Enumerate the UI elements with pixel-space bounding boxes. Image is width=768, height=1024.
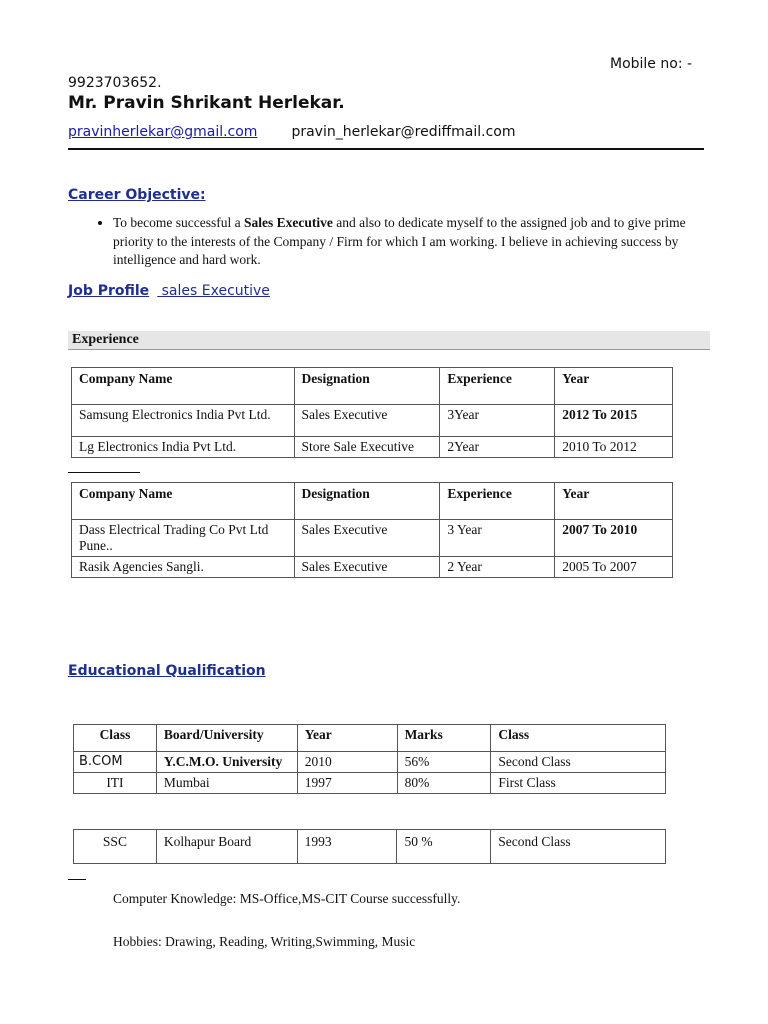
board-cell: Y.C.M.O. University <box>156 752 297 773</box>
year-cell <box>555 520 673 557</box>
year-value: 2007 To 2010 <box>562 522 638 537</box>
company-cell: Samsung Electronics India Pvt Ltd. <box>72 405 295 437</box>
year-cell: 1997 <box>297 773 397 794</box>
education-table <box>73 724 666 794</box>
experience-title: Experience <box>72 332 139 347</box>
year-cell: 2005 To 2007 <box>555 557 673 578</box>
career-objective-item <box>113 214 690 270</box>
header-divider <box>68 148 704 150</box>
designation-cell: Sales Executive <box>294 520 440 557</box>
class-cell: B.COM <box>74 752 157 773</box>
marks-cell: 80% <box>397 773 491 794</box>
col-result: Class <box>491 725 666 752</box>
class-cell: SSC <box>74 830 157 864</box>
table-row <box>74 752 666 773</box>
job-profile-value: sales Executive <box>157 283 270 299</box>
year-cell: 1993 <box>297 830 397 864</box>
board-cell: Kolhapur Board <box>156 830 297 864</box>
table-row <box>72 405 673 437</box>
col-year: Year <box>555 368 673 405</box>
table-row <box>72 557 673 578</box>
email-primary-link[interactable]: pravinherlekar@gmail.com <box>68 124 258 140</box>
board-cell: Mumbai <box>156 773 297 794</box>
col-designation: Designation <box>294 368 440 405</box>
marks-cell: 56% <box>397 752 491 773</box>
marks-cell: 50 % <box>397 830 491 864</box>
col-board: Board/University <box>156 725 297 752</box>
result-cell: First Class <box>491 773 666 794</box>
objective-text-end: and also to dedicate myself to the assigned job and to give prime priority to the interests of the Company / Firm for which I am working. I believe in achieving success by intelligence and hard work. <box>113 215 686 267</box>
education-title: Educational Qualification <box>68 663 266 679</box>
experience-cell: 3Year <box>440 405 555 437</box>
hobbies: Hobbies: Drawing, Reading, Writing,Swimming, Music <box>113 934 416 949</box>
col-company: Company Name <box>72 483 295 520</box>
experience-cell: 2 Year <box>440 557 555 578</box>
table-header-row <box>72 368 673 405</box>
career-objective <box>90 214 690 270</box>
table-row <box>74 773 666 794</box>
col-year: Year <box>555 483 673 520</box>
result-cell: Second Class <box>491 752 666 773</box>
table-row <box>72 520 673 557</box>
table-row <box>74 830 666 864</box>
objective-bold-role: Sales Executive <box>244 215 333 230</box>
ssc-table <box>73 829 666 864</box>
year-cell <box>555 405 673 437</box>
table-header-row <box>74 725 666 752</box>
candidate-name: Mr. Pravin Shrikant Herlekar. <box>68 93 345 113</box>
col-year: Year <box>297 725 397 752</box>
table-row <box>72 437 673 458</box>
col-experience: Experience <box>440 368 555 405</box>
email-line <box>68 124 516 140</box>
job-profile-label: Job Profile <box>68 283 150 299</box>
experience-table-1 <box>71 367 673 458</box>
designation-cell: Sales Executive <box>294 557 440 578</box>
class-cell: ITI <box>74 773 157 794</box>
experience-table-2 <box>71 482 673 578</box>
col-marks: Marks <box>397 725 491 752</box>
designation-cell: Store Sale Executive <box>294 437 440 458</box>
year-cell: 2010 <box>297 752 397 773</box>
year-value: 2012 To 2015 <box>562 407 638 422</box>
objective-text-start: To become successful a <box>113 215 245 230</box>
mobile-label: Mobile no: - <box>610 56 693 72</box>
mobile-number: 9923703652. <box>68 75 162 91</box>
computer-knowledge: Computer Knowledge: MS-Office,MS-CIT Course successfully. <box>113 891 461 906</box>
col-designation: Designation <box>294 483 440 520</box>
experience-heading-bar <box>68 331 710 350</box>
col-company: Company Name <box>72 368 295 405</box>
experience-cell: 2Year <box>440 437 555 458</box>
col-class: Class <box>74 725 157 752</box>
career-objective-title: Career Objective: <box>68 187 206 203</box>
year-cell: 2010 To 2012 <box>555 437 673 458</box>
separator-dash <box>68 879 86 880</box>
table-header-row <box>72 483 673 520</box>
experience-cell: 3 Year <box>440 520 555 557</box>
company-cell: Lg Electronics India Pvt Ltd. <box>72 437 295 458</box>
company-cell: Rasik Agencies Sangli. <box>72 557 295 578</box>
job-profile <box>68 283 270 299</box>
separator-line <box>68 472 140 473</box>
email-secondary: pravin_herlekar@rediffmail.com <box>291 124 516 140</box>
col-experience: Experience <box>440 483 555 520</box>
result-cell: Second Class <box>491 830 666 864</box>
designation-cell: Sales Executive <box>294 405 440 437</box>
company-cell: Dass Electrical Trading Co Pvt Ltd Pune.. <box>72 520 295 557</box>
